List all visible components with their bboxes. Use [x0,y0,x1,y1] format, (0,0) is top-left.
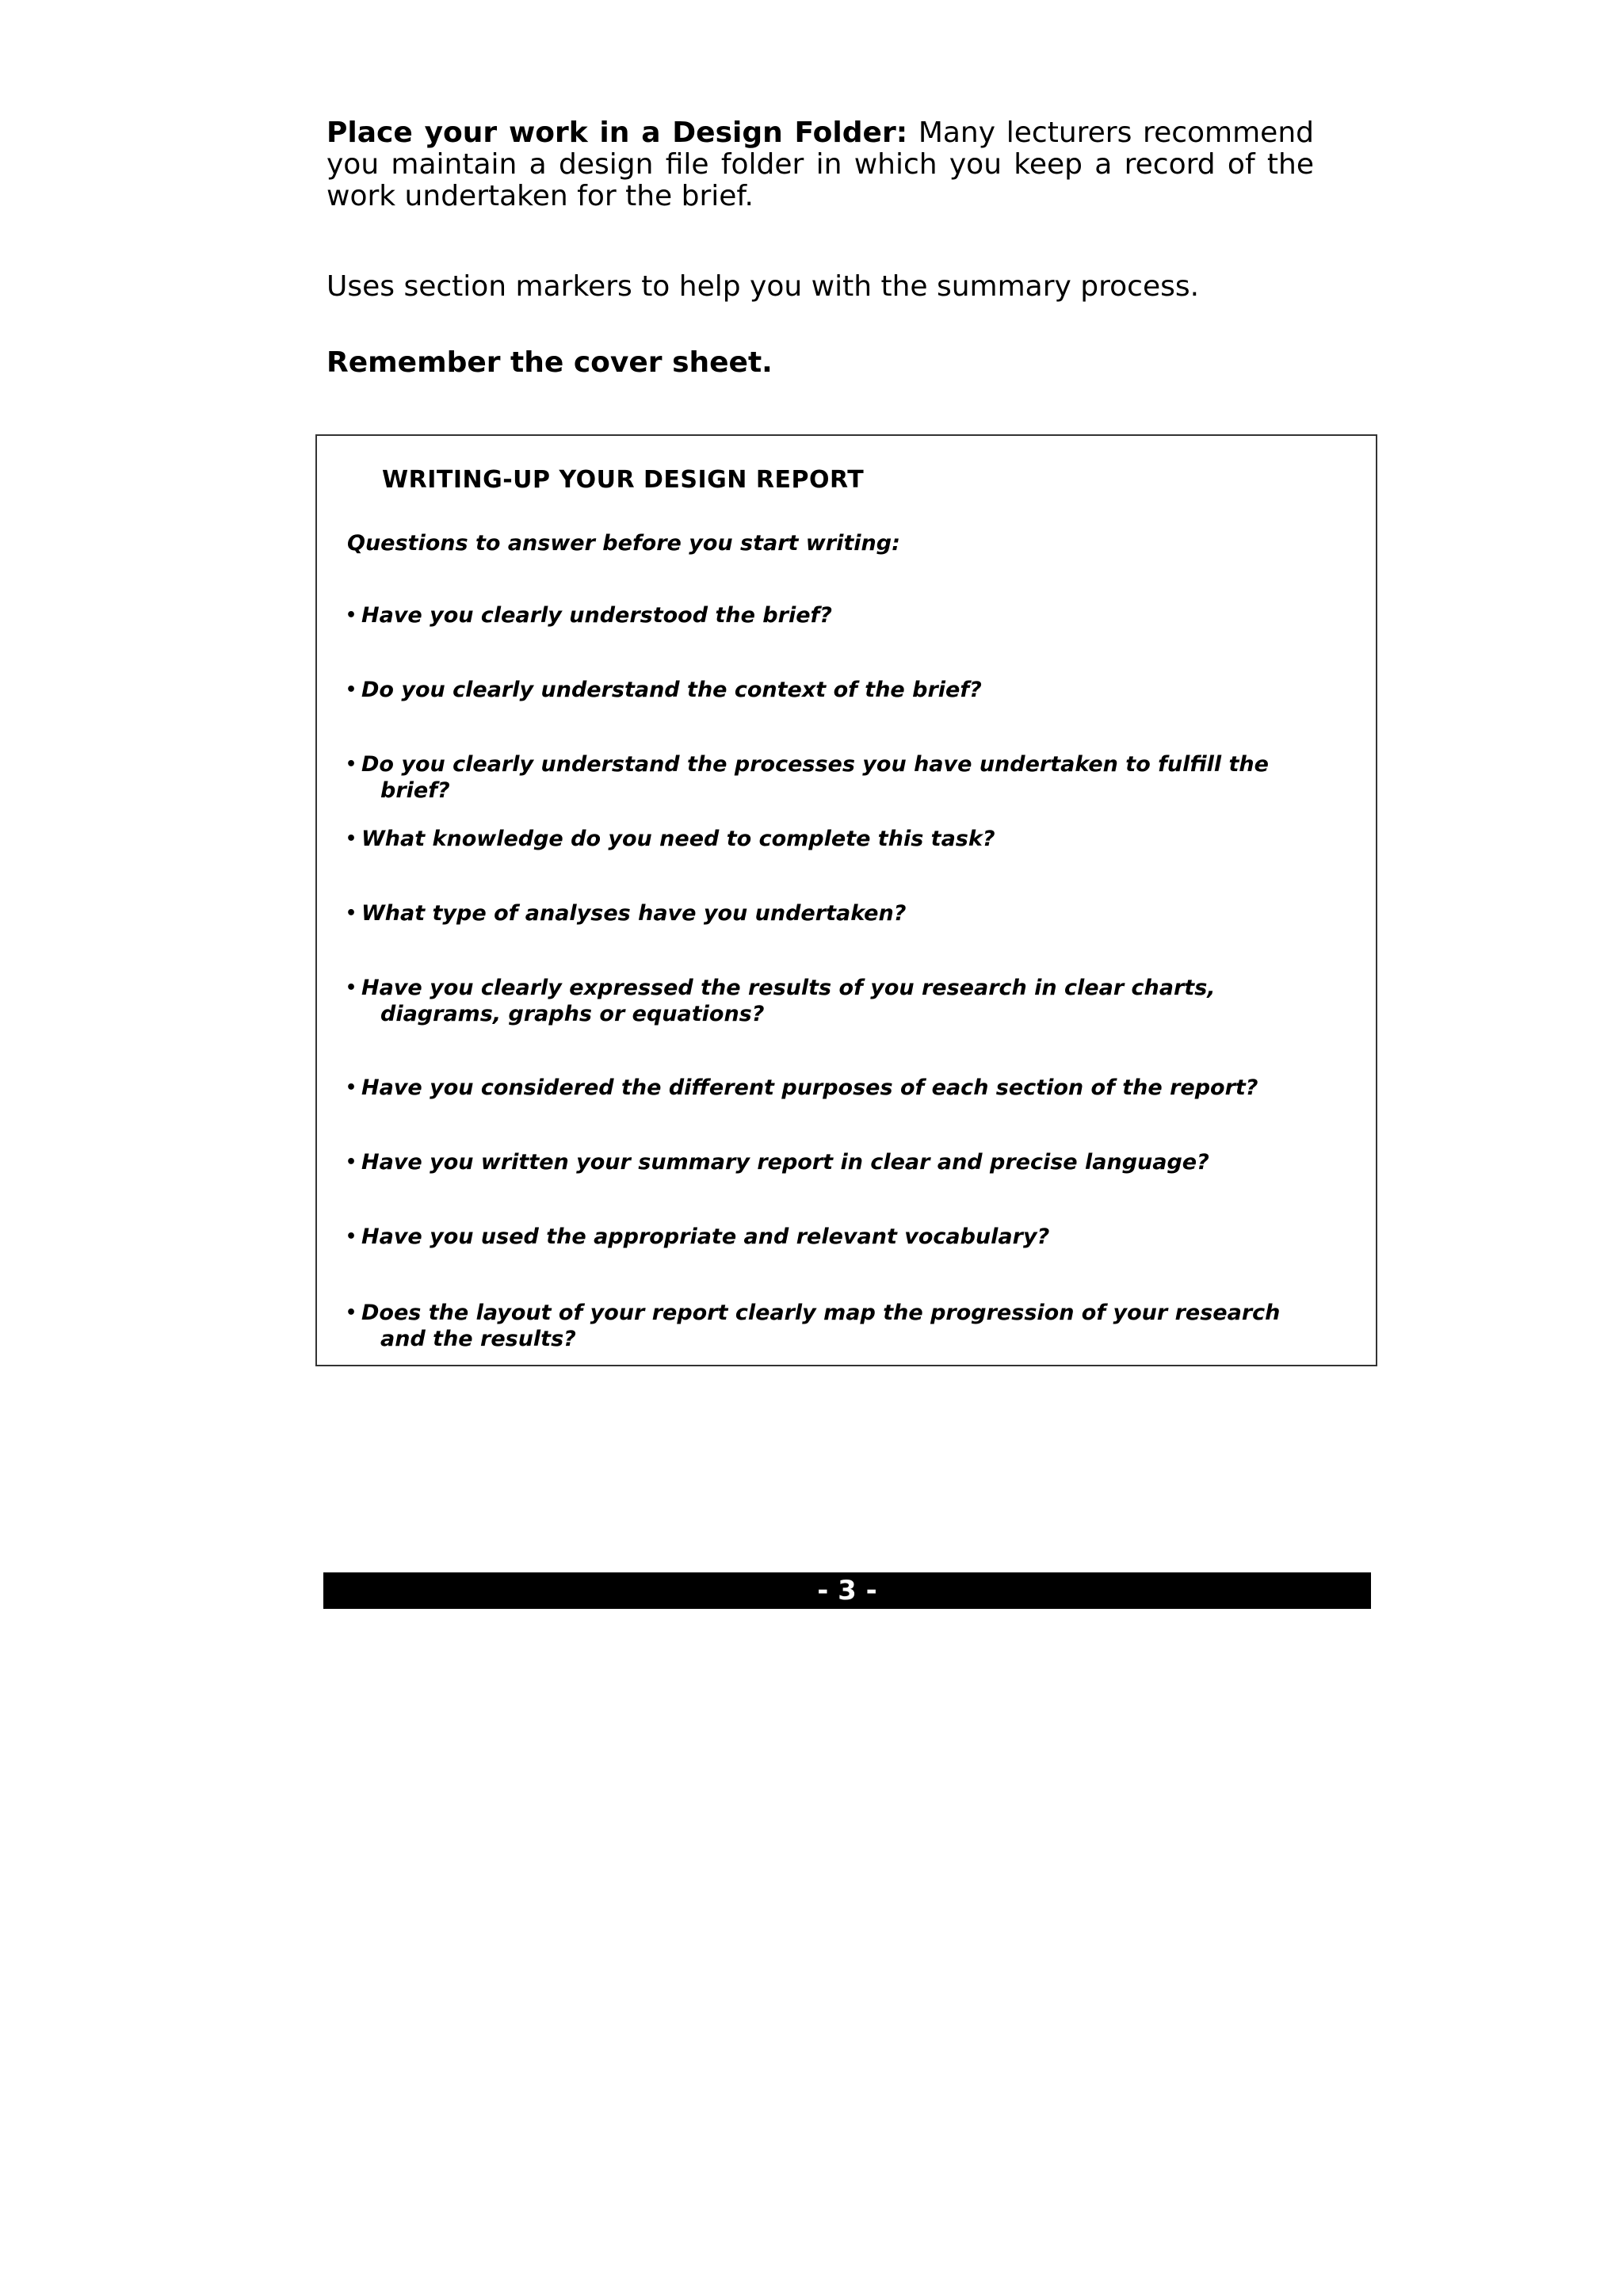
bullet-icon: • [346,978,357,998]
bullet-icon: • [346,829,357,849]
list-item [346,900,1328,926]
list-item [346,1075,1328,1101]
box-title: WRITING-UP YOUR DESIGN REPORT [382,466,865,494]
bullet-icon: • [346,606,357,625]
design-folder-heading: Place your work in a Design Folder: [327,117,908,149]
question-text: Have you written your summary report in clear and precise language? [361,1150,1209,1175]
question-text: Have you clearly understood the brief? [361,603,832,628]
question-text: What knowledge do you need to complete this task? [361,827,995,851]
footer-bar [323,1572,1371,1609]
section-markers-text: Uses section markers to help you with the summary process. [327,270,1200,303]
list-item [346,1300,1328,1352]
list-item [346,751,1328,804]
question-text: Have you used the appropriate and relevant vocabulary? [361,1224,1050,1249]
bullet-icon: • [346,1078,357,1098]
question-text: Do you clearly understand the context of the brief? [361,678,982,702]
question-text: Do you clearly understand the processes you have undertaken to fulfill the brief? [361,752,1269,803]
question-text: What type of analyses have you undertaken? [361,901,907,926]
bullet-icon: • [346,680,357,700]
question-text: Have you clearly expressed the results of you research in clear charts, diagrams, graphs or equations? [361,976,1216,1026]
bullet-icon: • [346,1303,357,1323]
list-item [346,826,1328,852]
question-text: Does the layout of your report clearly map the progression of your research and the results? [361,1301,1281,1351]
list-item [346,602,1328,628]
bullet-icon: • [346,1152,357,1172]
box-subtitle: Questions to answer before you start writing: [347,531,900,556]
bullet-icon: • [346,755,357,774]
list-item [346,975,1328,1027]
cover-sheet-reminder: Remember the cover sheet. [327,346,773,379]
list-item [346,1224,1328,1250]
question-text: Have you considered the different purposes of each section of the report? [361,1075,1258,1100]
design-folder-paragraph [327,117,1314,212]
design-folder-text: Many lecturers recommend you maintain a design file folder in which you keep a record of the work undertaken for the brief. [327,117,1314,212]
list-item [346,677,1328,703]
bullet-icon: • [346,1227,357,1247]
bullet-icon: • [346,904,357,923]
page-number: - 3 - [817,1575,877,1606]
list-item [346,1149,1328,1175]
